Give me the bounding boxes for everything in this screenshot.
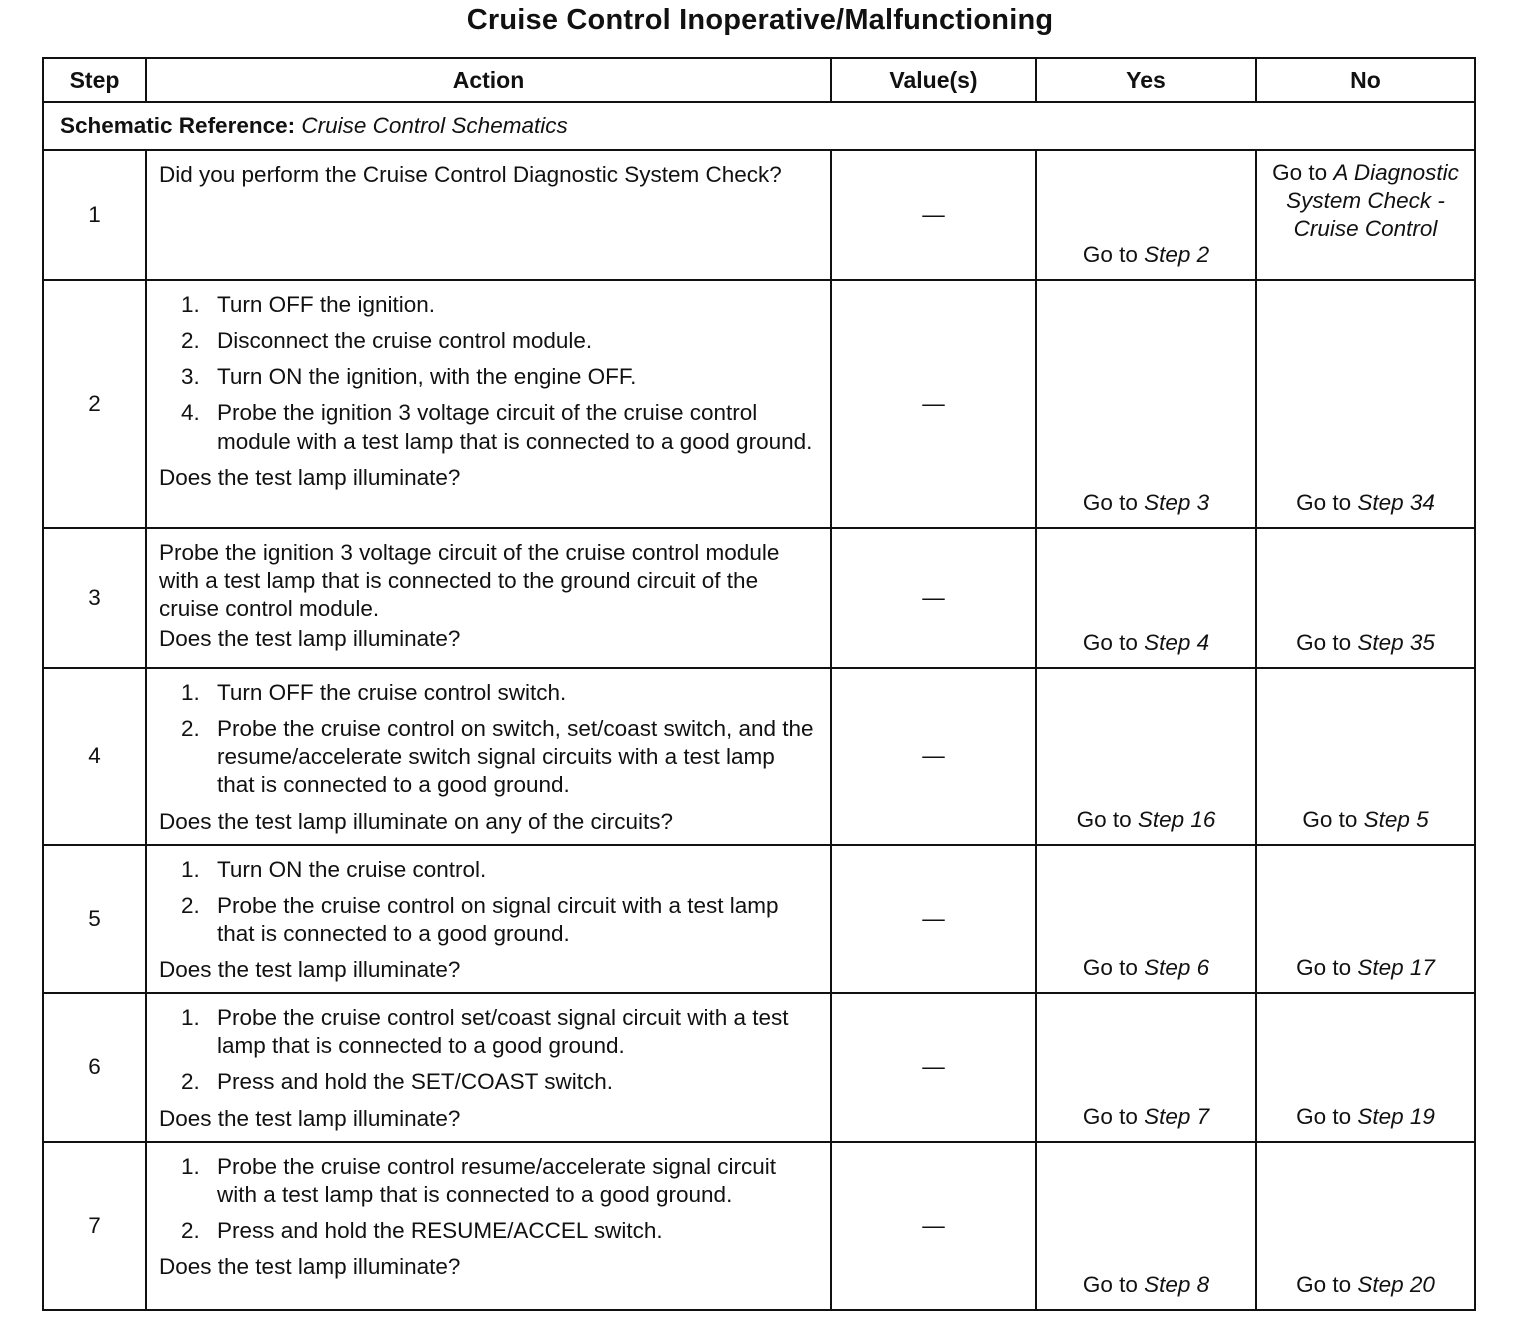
goto-link[interactable]: Step 6 [1144, 955, 1210, 980]
list-item [159, 1153, 818, 1209]
yes-cell [1036, 150, 1256, 280]
value-cell: — [831, 1142, 1036, 1310]
goto-prefix: Go to [1296, 489, 1352, 515]
item-text: Turn ON the ignition, with the engine OFF. [217, 364, 637, 390]
goto-prefix: Go to [1302, 806, 1358, 832]
item-number: 2. [181, 716, 200, 742]
goto-link[interactable]: Step 8 [1144, 1271, 1210, 1297]
action-question: Does the test lamp illuminate? [159, 464, 461, 490]
goto-prefix: Go to [1082, 1103, 1138, 1129]
table-row [43, 150, 1475, 280]
action-question: Does the test lamp illuminate on any of the circuits? [159, 808, 674, 834]
item-number: 3. [181, 364, 200, 390]
goto-link[interactable]: Step 16 [1137, 806, 1216, 832]
action-list [159, 1004, 818, 1096]
goto-prefix: Go to [1296, 955, 1352, 980]
item-text: Turn OFF the cruise control switch. [217, 680, 567, 705]
item-number: 2. [181, 1217, 200, 1243]
item-number: 1. [181, 1153, 200, 1179]
action-question: Does the test lamp illuminate? [159, 626, 461, 652]
action-question: Does the test lamp illuminate? [159, 1105, 461, 1131]
item-number: 2. [181, 892, 200, 918]
step-number: 2 [43, 280, 146, 528]
goto-link[interactable]: Step 7 [1144, 1103, 1210, 1129]
action-cell [146, 280, 831, 528]
item-text: Probe the cruise control resume/accelerate signal circuit with a test lamp that is connected to a good ground. [217, 1153, 777, 1207]
goto-link[interactable]: Step 20 [1357, 1271, 1435, 1297]
list-item [159, 399, 818, 455]
value-cell: — [831, 528, 1036, 668]
step-number: 1 [43, 150, 146, 280]
yes-cell [1036, 668, 1256, 845]
list-item [159, 679, 818, 707]
goto-link[interactable]: Step 4 [1144, 629, 1210, 655]
step-number: 5 [43, 845, 146, 994]
goto-prefix: Go to [1082, 241, 1138, 267]
schematic-row [43, 102, 1475, 150]
goto-prefix: Go to [1296, 1103, 1352, 1129]
list-item [159, 1068, 818, 1096]
action-cell [146, 528, 831, 668]
item-number: 4. [181, 400, 200, 426]
yes-cell [1036, 280, 1256, 528]
item-number: 1. [181, 680, 200, 705]
action-cell [146, 1142, 831, 1310]
action-list [159, 291, 818, 456]
step-number: 4 [43, 668, 146, 845]
item-text: Press and hold the RESUME/ACCEL switch. [217, 1217, 663, 1243]
step-number: 6 [43, 993, 146, 1142]
header-row [43, 58, 1475, 102]
schematic-reference [43, 102, 1475, 150]
header-yes: Yes [1036, 58, 1256, 102]
list-item [159, 327, 818, 355]
item-text: Turn OFF the ignition. [217, 292, 436, 317]
item-text: Press and hold the SET/COAST switch. [217, 1069, 614, 1095]
goto-link[interactable]: A Diagnostic System Check - Cruise Control [1286, 160, 1459, 242]
list-item [159, 715, 818, 799]
action-question: Does the test lamp illuminate? [159, 1254, 461, 1279]
goto-prefix: Go to [1082, 629, 1138, 655]
goto-link[interactable]: Step 5 [1363, 806, 1429, 832]
goto-link[interactable]: Step 17 [1357, 955, 1435, 980]
goto-prefix: Go to [1296, 1271, 1352, 1297]
yes-cell [1036, 1142, 1256, 1310]
action-list [159, 856, 818, 948]
table-row [43, 993, 1475, 1142]
value-cell: — [831, 845, 1036, 994]
step-number: 7 [43, 1142, 146, 1310]
action-list [159, 679, 818, 800]
value-cell: — [831, 668, 1036, 845]
no-cell [1256, 528, 1475, 668]
action-cell [146, 668, 831, 845]
action-text: Probe the ignition 3 voltage circuit of the cruise control module with a test lamp that is connected to the ground circuit of the cruise control module. [159, 540, 780, 622]
item-number: 2. [181, 1069, 200, 1095]
goto-link[interactable]: Step 19 [1357, 1103, 1435, 1129]
item-text: Probe the cruise control on signal circuit with a test lamp that is connected to a good ground. [217, 892, 779, 946]
action-cell [146, 150, 831, 280]
no-cell [1256, 1142, 1475, 1310]
item-number: 1. [181, 856, 200, 882]
header-step: Step [43, 58, 146, 102]
goto-prefix: Go to [1082, 489, 1138, 515]
step-number: 3 [43, 528, 146, 668]
action-question: Does the test lamp illuminate? [159, 957, 461, 982]
table-row [43, 280, 1475, 528]
yes-cell [1036, 528, 1256, 668]
item-number: 1. [181, 292, 200, 317]
action-list [159, 1153, 818, 1245]
item-number: 2. [181, 328, 200, 354]
value-cell: — [831, 993, 1036, 1142]
schematic-link[interactable]: Cruise Control Schematics [301, 112, 568, 138]
table-row [43, 528, 1475, 668]
list-item [159, 1217, 818, 1245]
header-values: Value(s) [831, 58, 1036, 102]
yes-cell [1036, 845, 1256, 994]
list-item [159, 892, 818, 948]
goto-link[interactable]: Step 2 [1144, 241, 1210, 267]
item-text: Probe the cruise control set/coast signal circuit with a test lamp that is connected to a good ground. [217, 1005, 789, 1059]
list-item [159, 363, 818, 391]
goto-link[interactable]: Step 3 [1144, 489, 1210, 515]
item-text: Turn ON the cruise control. [217, 856, 487, 882]
table-row [43, 668, 1475, 845]
goto-prefix: Go to [1082, 1271, 1138, 1297]
goto-prefix: Go to [1082, 955, 1138, 980]
no-cell [1256, 668, 1475, 845]
goto-link[interactable]: Step 34 [1357, 489, 1435, 515]
value-cell: — [831, 150, 1036, 280]
list-item [159, 856, 818, 884]
table-row [43, 1142, 1475, 1310]
header-action: Action [146, 58, 831, 102]
item-text: Probe the cruise control on switch, set/coast switch, and the resume/accelerate switch signal circuits with a test lamp that is connected to a good ground. [217, 716, 814, 798]
value-cell: — [831, 280, 1036, 528]
no-cell [1256, 993, 1475, 1142]
action-cell [146, 993, 831, 1142]
action-cell [146, 845, 831, 994]
no-cell [1256, 280, 1475, 528]
list-item [159, 291, 818, 319]
goto-prefix: Go to [1296, 629, 1352, 655]
yes-cell [1036, 993, 1256, 1142]
item-number: 1. [181, 1005, 200, 1031]
header-no: No [1256, 58, 1475, 102]
no-cell [1256, 845, 1475, 994]
item-text: Disconnect the cruise control module. [217, 328, 593, 354]
item-text: Probe the ignition 3 voltage circuit of the cruise control module with a test lamp that is connected to a good ground. [217, 400, 813, 454]
goto-prefix: Go to [1272, 160, 1328, 185]
no-cell [1256, 150, 1475, 280]
table-row [43, 845, 1475, 994]
goto-link[interactable]: Step 35 [1357, 629, 1435, 655]
action-text: Did you perform the Cruise Control Diagnostic System Check? [159, 162, 782, 187]
list-item [159, 1004, 818, 1060]
goto-prefix: Go to [1076, 806, 1132, 832]
schematic-label: Schematic Reference: [60, 112, 296, 138]
diagnostic-table [42, 57, 1476, 1311]
page-title: Cruise Control Inoperative/Malfunctioning [466, 4, 1054, 36]
